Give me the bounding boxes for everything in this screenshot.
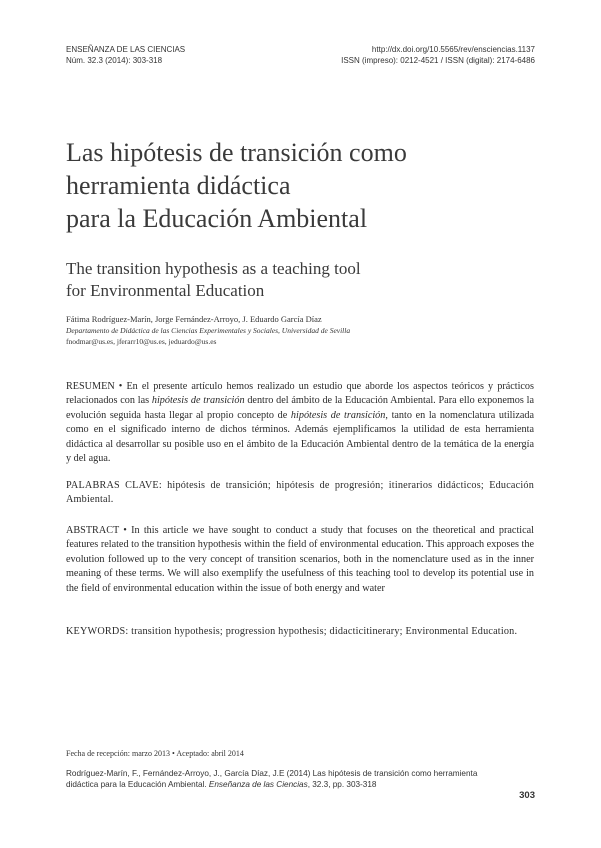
abstract-label: ABSTRACT • xyxy=(66,525,127,536)
author-emails: fnodmar@us.es, jferarr10@us.es, jeduardo@us.es xyxy=(66,337,217,346)
authors: Fátima Rodríguez-Marín, Jorge Fernández-Arroyo, J. Eduardo García Díaz xyxy=(66,314,322,324)
citation-journal: Enseñanza de las Ciencias xyxy=(208,779,308,789)
journal-header xyxy=(66,44,185,66)
resumen-paragraph xyxy=(66,380,534,466)
title-line-1: Las hipótesis de transición como xyxy=(66,138,407,167)
citation xyxy=(66,769,478,790)
resumen-text-2: dentro del ámbito de la Educación Ambiental. Para ello exponemos la evolución seguida hasta llegar al propio concepto de xyxy=(66,395,534,421)
palabras-clave-paragraph xyxy=(66,479,534,508)
citation-text: Rodríguez-Marín, F., Fernández-Arroyo, J., García Díaz, J.E (2014) Las hipótesis de transición como herramienta didáctica para la Educación Ambiental. xyxy=(66,769,478,789)
resumen-italic-2: hipótesis de transición xyxy=(290,409,386,421)
abstract-text: In this article we have sought to conduct a study that focuses on the theoretical and practical features related to the transition hypothesis within the field of environmental education. This approach exposes the evolution followed up to the very concept of transition scenarios, both in the nomenclature used as in the inner meaning of these terms. We will also exemplify the usefulness of this teaching tool to develop its potential use in the field of environmental education within the issue of both energy and water xyxy=(66,525,534,594)
title-line-2: herramienta didáctica xyxy=(66,171,291,200)
title-line-3: para la Educación Ambiental xyxy=(66,204,368,233)
page-number: 303 xyxy=(519,790,535,801)
issn-text: ISSN (impreso): 0212-4521 / ISSN (digital): 2174-6486 xyxy=(341,56,535,65)
doi-header xyxy=(341,44,535,66)
abstract-paragraph xyxy=(66,524,534,596)
department: Departamento de Didáctica de las Ciencias Experimentales y Sociales, Universidad de Sevilla xyxy=(66,326,351,335)
reception-date: Fecha de recepción: marzo 2013 • Aceptado: abril 2014 xyxy=(66,749,244,758)
resumen-italic-1: hipótesis de transición xyxy=(151,395,245,407)
journal-name: ENSEÑANZA DE LAS CIENCIAS xyxy=(66,45,186,54)
keywords-paragraph xyxy=(66,625,534,639)
palabras-clave-text: hipótesis de transición; hipótesis de progresión; itinerarios didácticos; Educación Ambiental. xyxy=(66,480,534,506)
journal-issue: Núm. 32.3 (2014): 303-318 xyxy=(66,56,163,65)
keywords-label: KEYWORDS: xyxy=(66,626,129,637)
resumen-text-3: , tanto en la nomenclatura utilizada como en el significado interno de dichos términos. Además ejemplificamos la utilidad de esta herramienta didáctica al desarrollar su posible uso en el ámbito de la Educación Ambiental dentro de la temática de la energía y del agua. xyxy=(66,409,534,465)
palabras-clave-label: PALABRAS CLAVE: xyxy=(66,480,162,491)
article-title xyxy=(66,136,536,235)
resumen-text-1: En el presente artículo hemos realizado un estudio que aborde los aspectos teóricos y prácticos relacionados con las xyxy=(66,381,534,407)
doi-link[interactable]: http://dx.doi.org/10.5565/rev/ensciencias.1137 xyxy=(371,45,535,54)
keywords-text: transition hypothesis; progression hypothesis; didacticitinerary; Environmental Education. xyxy=(128,626,518,637)
article-subtitle xyxy=(66,258,536,302)
citation-pages: , 32.3, pp. 303-318 xyxy=(307,779,377,789)
resumen-label: RESUMEN • xyxy=(66,381,123,392)
subtitle-line-2: for Environmental Education xyxy=(66,281,265,300)
subtitle-line-1: The transition hypothesis as a teaching tool xyxy=(66,259,361,278)
